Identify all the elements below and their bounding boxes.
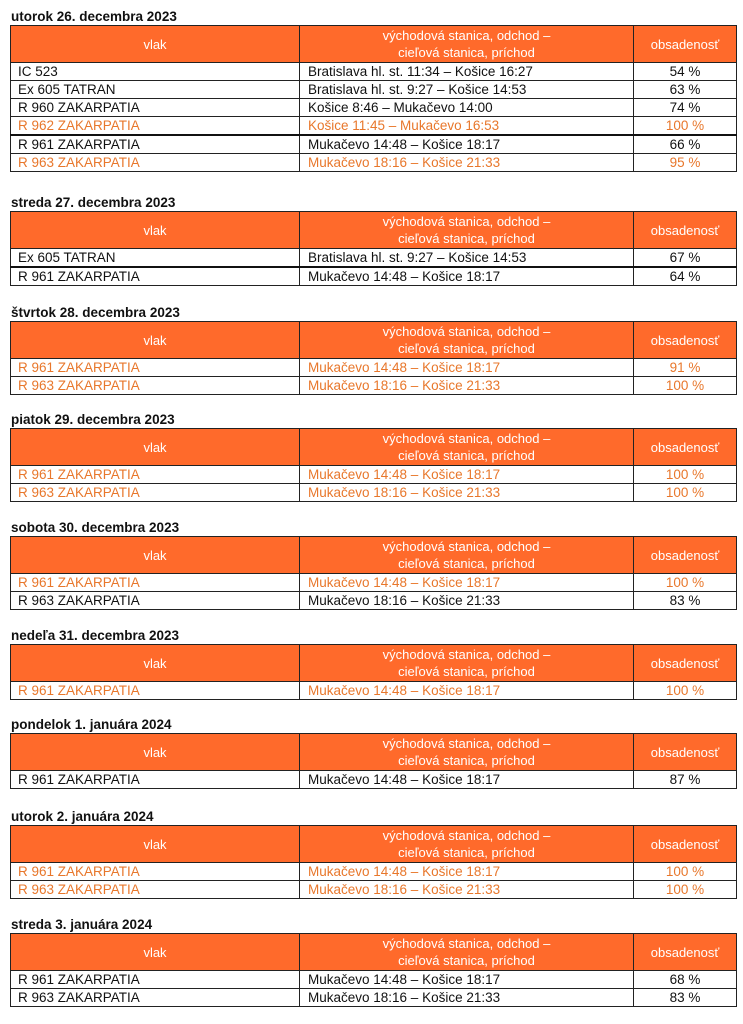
header-route-line1: východová stanica, odchod –: [382, 431, 551, 446]
occupancy-cell: 64 %: [634, 267, 737, 286]
occupancy-cell: 100 %: [634, 466, 737, 484]
occupancy-cell: 100 %: [634, 881, 737, 899]
occupancy-cell: 100 %: [634, 377, 737, 395]
train-cell: R 961 ZAKARPATIA: [11, 574, 300, 592]
train-cell: R 963 ZAKARPATIA: [11, 377, 300, 395]
day-section: [10, 411, 736, 502]
route-cell: Mukačevo 18:16 – Košice 21:33: [300, 592, 634, 610]
header-route: [300, 212, 634, 249]
day-section: [10, 519, 736, 610]
header-occupancy: obsadenosť: [634, 322, 737, 359]
table-row-full: [11, 466, 737, 484]
route-cell: Mukačevo 18:16 – Košice 21:33: [300, 484, 634, 502]
header-route: [300, 322, 634, 359]
route-cell: Mukačevo 14:48 – Košice 18:17: [300, 135, 634, 154]
day-section: [10, 304, 736, 395]
occupancy-cell: 54 %: [634, 63, 737, 81]
header-route-line2: cieľová stanica, príchod: [398, 953, 535, 968]
occupancy-cell: 66 %: [634, 135, 737, 154]
occupancy-table: [10, 428, 737, 502]
header-train: vlak: [11, 934, 300, 971]
occupancy-cell: 100 %: [634, 863, 737, 881]
header-route-line1: východová stanica, odchod –: [382, 736, 551, 751]
occupancy-table: [10, 825, 737, 899]
table-row-full: [11, 484, 737, 502]
table-row-full: [11, 682, 737, 700]
header-route: [300, 537, 634, 574]
route-cell: Mukačevo 14:48 – Košice 18:17: [300, 682, 634, 700]
train-cell: R 963 ZAKARPATIA: [11, 592, 300, 610]
day-section: [10, 916, 736, 1007]
occupancy-cell: 87 %: [634, 771, 737, 789]
train-cell: R 961 ZAKARPATIA: [11, 466, 300, 484]
header-train: vlak: [11, 322, 300, 359]
table-row: [11, 971, 737, 989]
occupancy-table: [10, 536, 737, 610]
table-header-row: [11, 212, 737, 249]
header-route: [300, 26, 634, 63]
day-section: [10, 194, 736, 286]
table-header-row: [11, 429, 737, 466]
train-cell: R 960 ZAKARPATIA: [11, 99, 300, 117]
header-route-line2: cieľová stanica, príchod: [398, 45, 535, 60]
train-cell: IC 523: [11, 63, 300, 81]
table-row-full: [11, 117, 737, 136]
train-cell: R 961 ZAKARPATIA: [11, 771, 300, 789]
route-cell: Mukačevo 18:16 – Košice 21:33: [300, 881, 634, 899]
header-route-line2: cieľová stanica, príchod: [398, 556, 535, 571]
header-train: vlak: [11, 26, 300, 63]
table-header-row: [11, 734, 737, 771]
table-header-row: [11, 645, 737, 682]
route-cell: Košice 11:45 – Mukačevo 16:53: [300, 117, 634, 136]
header-occupancy: obsadenosť: [634, 734, 737, 771]
header-occupancy: obsadenosť: [634, 537, 737, 574]
occupancy-cell: 63 %: [634, 81, 737, 99]
header-occupancy: obsadenosť: [634, 934, 737, 971]
occupancy-cell: 68 %: [634, 971, 737, 989]
header-route-line1: východová stanica, odchod –: [382, 936, 551, 951]
header-train: vlak: [11, 212, 300, 249]
table-row-full: [11, 377, 737, 395]
route-cell: Mukačevo 18:16 – Košice 21:33: [300, 154, 634, 172]
occupancy-table: [10, 733, 737, 789]
route-cell: Bratislava hl. st. 9:27 – Košice 14:53: [300, 249, 634, 268]
header-train: vlak: [11, 826, 300, 863]
route-cell: Bratislava hl. st. 9:27 – Košice 14:53: [300, 81, 634, 99]
header-route-line1: východová stanica, odchod –: [382, 539, 551, 554]
table-header-row: [11, 826, 737, 863]
occupancy-table: [10, 321, 737, 395]
table-row: [11, 267, 737, 286]
route-cell: Mukačevo 14:48 – Košice 18:17: [300, 574, 634, 592]
header-occupancy: obsadenosť: [634, 212, 737, 249]
table-header-row: [11, 537, 737, 574]
table-row: [11, 99, 737, 117]
header-route-line2: cieľová stanica, príchod: [398, 845, 535, 860]
table-row-full: [11, 881, 737, 899]
header-occupancy: obsadenosť: [634, 26, 737, 63]
route-cell: Mukačevo 14:48 – Košice 18:17: [300, 863, 634, 881]
day-heading: streda 3. januára 2024: [11, 917, 153, 932]
table-row-full: [11, 154, 737, 172]
header-train: vlak: [11, 537, 300, 574]
occupancy-cell: 74 %: [634, 99, 737, 117]
header-route-line2: cieľová stanica, príchod: [398, 341, 535, 356]
route-cell: Košice 8:46 – Mukačevo 14:00: [300, 99, 634, 117]
header-route-line2: cieľová stanica, príchod: [398, 448, 535, 463]
train-cell: R 961 ZAKARPATIA: [11, 682, 300, 700]
route-cell: Bratislava hl. st. 11:34 – Košice 16:27: [300, 63, 634, 81]
day-section: [10, 716, 736, 789]
occupancy-table: [10, 211, 737, 286]
train-cell: R 962 ZAKARPATIA: [11, 117, 300, 136]
header-route-line1: východová stanica, odchod –: [382, 28, 551, 43]
train-cell: R 963 ZAKARPATIA: [11, 989, 300, 1007]
header-route-line1: východová stanica, odchod –: [382, 324, 551, 339]
route-cell: Mukačevo 18:16 – Košice 21:33: [300, 377, 634, 395]
train-cell: R 961 ZAKARPATIA: [11, 971, 300, 989]
header-train: vlak: [11, 429, 300, 466]
day-heading: pondelok 1. januára 2024: [11, 717, 172, 732]
day-section: [10, 808, 736, 899]
occupancy-table: [10, 644, 737, 700]
header-train: vlak: [11, 645, 300, 682]
table-row: [11, 771, 737, 789]
day-heading: utorok 2. januára 2024: [11, 809, 154, 824]
header-occupancy: obsadenosť: [634, 429, 737, 466]
day-section: [10, 8, 736, 172]
occupancy-cell: 67 %: [634, 249, 737, 268]
occupancy-table: [10, 25, 737, 172]
train-cell: R 961 ZAKARPATIA: [11, 267, 300, 286]
train-cell: R 963 ZAKARPATIA: [11, 484, 300, 502]
table-row-full: [11, 574, 737, 592]
header-route-line2: cieľová stanica, príchod: [398, 231, 535, 246]
table-row: [11, 63, 737, 81]
header-occupancy: obsadenosť: [634, 826, 737, 863]
header-route: [300, 645, 634, 682]
occupancy-cell: 83 %: [634, 989, 737, 1007]
header-route: [300, 934, 634, 971]
table-header-row: [11, 26, 737, 63]
day-heading: streda 27. decembra 2023: [11, 195, 176, 210]
route-cell: Mukačevo 14:48 – Košice 18:17: [300, 971, 634, 989]
header-route: [300, 734, 634, 771]
route-cell: Mukačevo 14:48 – Košice 18:17: [300, 466, 634, 484]
route-cell: Mukačevo 18:16 – Košice 21:33: [300, 989, 634, 1007]
day-section: [10, 627, 736, 700]
route-cell: Mukačevo 14:48 – Košice 18:17: [300, 267, 634, 286]
occupancy-cell: 95 %: [634, 154, 737, 172]
header-route-line1: východová stanica, odchod –: [382, 647, 551, 662]
train-cell: R 963 ZAKARPATIA: [11, 881, 300, 899]
train-cell: Ex 605 TATRAN: [11, 81, 300, 99]
header-route: [300, 429, 634, 466]
day-heading: sobota 30. decembra 2023: [11, 520, 180, 535]
occupancy-cell: 100 %: [634, 117, 737, 136]
header-route-line2: cieľová stanica, príchod: [398, 664, 535, 679]
table-header-row: [11, 934, 737, 971]
header-train: vlak: [11, 734, 300, 771]
occupancy-cell: 91 %: [634, 359, 737, 377]
route-cell: Mukačevo 14:48 – Košice 18:17: [300, 359, 634, 377]
table-row: [11, 249, 737, 268]
table-row-full: [11, 359, 737, 377]
day-heading: nedeľa 31. decembra 2023: [11, 628, 180, 643]
table-row-full: [11, 863, 737, 881]
train-cell: R 963 ZAKARPATIA: [11, 154, 300, 172]
train-cell: R 961 ZAKARPATIA: [11, 863, 300, 881]
train-cell: Ex 605 TATRAN: [11, 249, 300, 268]
table-row: [11, 592, 737, 610]
train-cell: R 961 ZAKARPATIA: [11, 359, 300, 377]
occupancy-cell: 100 %: [634, 682, 737, 700]
day-heading: štvrtok 28. decembra 2023: [11, 305, 180, 320]
table-row: [11, 989, 737, 1007]
header-route-line2: cieľová stanica, príchod: [398, 753, 535, 768]
occupancy-table: [10, 933, 737, 1007]
day-heading: piatok 29. decembra 2023: [11, 412, 175, 427]
occupancy-cell: 100 %: [634, 574, 737, 592]
day-heading: utorok 26. decembra 2023: [11, 9, 177, 24]
table-row: [11, 81, 737, 99]
occupancy-cell: 100 %: [634, 484, 737, 502]
header-occupancy: obsadenosť: [634, 645, 737, 682]
route-cell: Mukačevo 14:48 – Košice 18:17: [300, 771, 634, 789]
occupancy-cell: 83 %: [634, 592, 737, 610]
header-route-line1: východová stanica, odchod –: [382, 828, 551, 843]
table-row: [11, 135, 737, 154]
train-cell: R 961 ZAKARPATIA: [11, 135, 300, 154]
header-route: [300, 826, 634, 863]
table-header-row: [11, 322, 737, 359]
header-route-line1: východová stanica, odchod –: [382, 214, 551, 229]
